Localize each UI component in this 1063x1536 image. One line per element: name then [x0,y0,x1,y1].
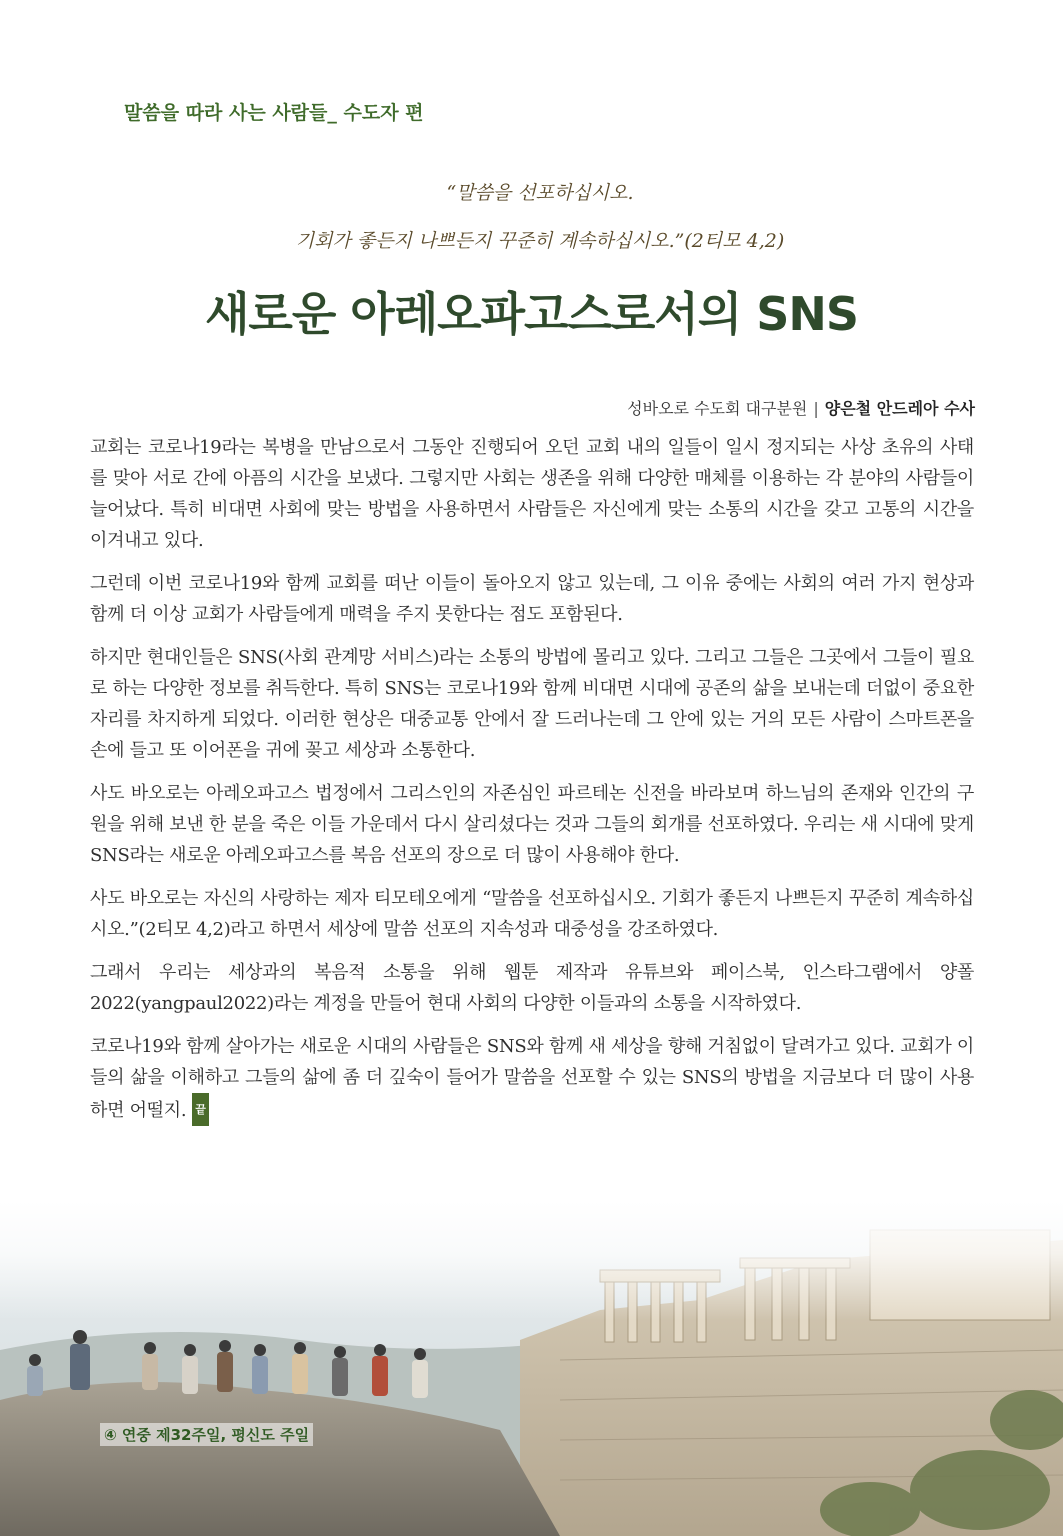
byline-author: 양은철 안드레아 수사 [824,399,975,418]
paragraph-3: 하지만 현대인들은 SNS(사회 관계망 서비스)라는 소통의 방법에 몰리고 있다. 그리고 그들은 그곳에서 그들이 필요로 하는 다양한 정보를 취득한다. 특히 SNS는 코로나19와 함께 비대면 시대에 공존의 삶을 보내는데 더없이 중요한 자리를 차지하게 되었다. 이러한 현상은 대중교통 안에서 잘 드러나는데 그 안에 있는 거의 모든 사람이 스마트폰을 손에 들고 또 이어폰을 귀에 꽂고 세상과 소통한다. [90,647,974,761]
paragraph-4: 사도 바오로는 아레오파고스 법정에서 그리스인의 자존심인 파르테논 신전을 바라보며 하느님의 존재와 인간의 구원을 위해 보낸 한 분을 죽은 이들 가운데서 다시 살리셨다는 것과 그들의 회개를 선포하였다. 우리는 새 시대에 맞게 SNS라는 새로운 아레오파고스를 복음 선포의 장으로 더 많이 사용해야 한다. [90,783,974,866]
paragraph-7 [90,1031,974,1126]
acropolis-photo [0,1200,1063,1536]
paragraph-6: 그래서 우리는 세상과의 복음적 소통을 위해 웹툰 제작과 유튜브와 페이스북, 인스타그램에서 양폴2022(yangpaul2022)라는 계정을 만들어 현대 사회의 다양한 이들과의 소통을 시작하였다. [90,962,974,1014]
byline-organization: 성바오로 수도회 대구분원 [627,399,808,418]
end-mark-icon: 끝 [192,1093,208,1126]
byline [627,396,975,419]
byline-separator: | [813,399,819,418]
scripture-quote-line-1: “말씀을 선포하십시오. [446,182,634,204]
paragraph-1: 교회는 코로나19라는 복병을 만남으로서 그동안 진행되어 오던 교회 내의 일들이 일시 정지되는 사상 초유의 사태를 맞아 서로 간에 아픔의 시간을 보냈다. 그렇지만 사회는 생존을 위해 다양한 매체를 이용하는 각 분야의 사람들이 늘어났다. 특히 비대면 사회에 맞는 방법을 사용하면서 사람들은 자신에게 맞는 소통의 시간을 갖고 고통의 시간을 이겨내고 있다. [90,437,974,551]
series-label: 말씀을 따라 사는 사람들_ 수도자 편 [124,102,424,124]
paragraph-5: 사도 바오로는 자신의 사랑하는 제자 티모테오에게 “말씀을 선포하십시오. 기회가 좋든지 나쁘든지 꾸준히 계속하십시오.”(2티모 4,2)라고 하면서 세상에 말씀 선포의 지속성과 대중성을 강조하였다. [90,888,974,940]
article-body [90,432,974,1138]
photo-top-fade [0,1200,1063,1320]
paragraph-7-text: 코로나19와 함께 살아가는 새로운 시대의 사람들은 SNS와 함께 새 세상을 향해 거침없이 달려가고 있다. 교회가 이들의 삶을 이해하고 그들의 삶에 좀 더 깊숙이 들어가 말씀을 선포할 수 있는 SNS의 방법을 지금보다 더 많이 사용하면 어떨지. [90,1036,974,1121]
article-title: 새로운 아레오파고스로서의 SNS [204,287,859,341]
photo-caption: ④ 연중 제32주일, 평신도 주일 [100,1423,313,1446]
scripture-quote-line-2: 기회가 좋든지 나쁘든지 꾸준히 계속하십시오.”(2티모 4,2) [295,230,785,252]
paragraph-2: 그런데 이번 코로나19와 함께 교회를 떠난 이들이 돌아오지 않고 있는데, 그 이유 중에는 사회의 여러 가지 현상과 함께 더 이상 교회가 사람들에게 매력을 주지 못한다는 점도 포함된다. [90,573,974,625]
